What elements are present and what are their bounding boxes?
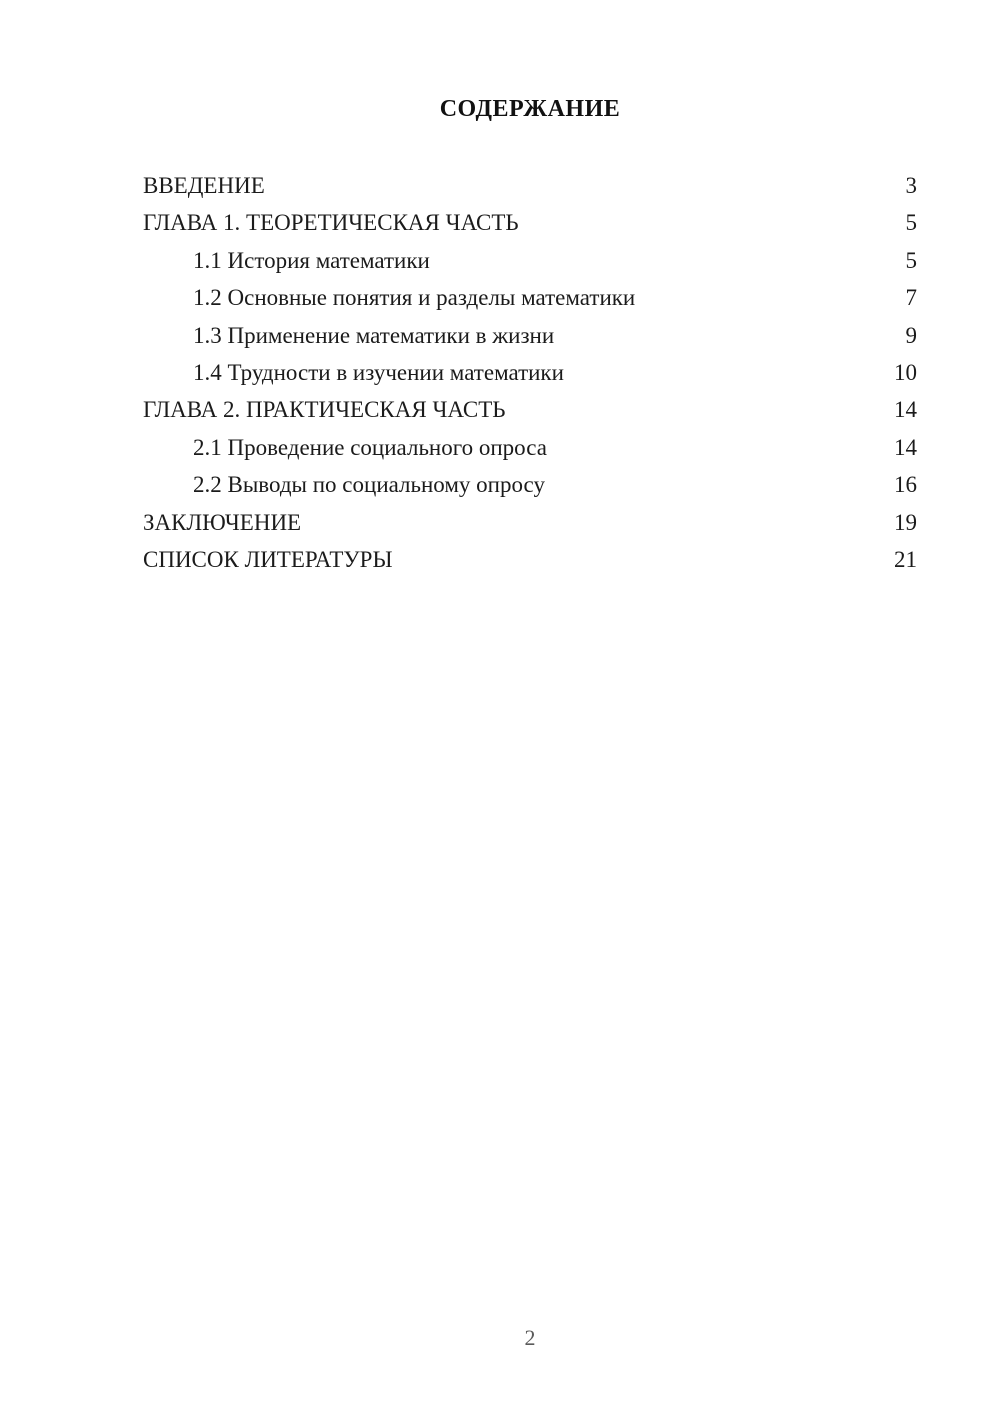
toc-entry-page-number: 14 — [894, 434, 917, 460]
toc-entry-label: 2.1 Проведение социального опроса — [193, 434, 547, 460]
toc-entry — [143, 541, 917, 578]
toc-entry — [143, 167, 917, 204]
toc-entry-page-number: 7 — [905, 285, 917, 311]
toc-entry-page-number: 5 — [905, 210, 917, 236]
toc-entry-page-number: 10 — [894, 360, 917, 386]
toc-entry — [143, 429, 917, 466]
toc-entry — [143, 279, 917, 316]
toc-entry-page-number: 9 — [905, 322, 917, 348]
toc-entry-label: ГЛАВА 1. ТЕОРЕТИЧЕСКАЯ ЧАСТЬ — [143, 210, 519, 236]
toc-entry-page-number: 19 — [894, 509, 917, 535]
toc-entry-label: ГЛАВА 2. ПРАКТИЧЕСКАЯ ЧАСТЬ — [143, 397, 506, 423]
toc-entry-page-number: 16 — [894, 472, 917, 498]
toc-entry-label: СПИСОК ЛИТЕРАТУРЫ — [143, 547, 393, 573]
toc-list — [143, 167, 917, 578]
toc-entry-page-number: 21 — [894, 547, 917, 573]
toc-entry-page-number: 3 — [905, 173, 917, 198]
toc-entry — [143, 391, 917, 428]
toc-entry-label: ВВЕДЕНИЕ — [143, 173, 265, 198]
toc-entry — [143, 504, 917, 541]
toc-entry — [143, 204, 917, 241]
toc-entry-label: 1.4 Трудности в изучении математики — [193, 360, 564, 386]
toc-title: СОДЕРЖАНИЕ — [439, 96, 621, 122]
toc-entry-page-number: 5 — [905, 247, 917, 273]
toc-entry-label: ЗАКЛЮЧЕНИЕ — [143, 509, 302, 535]
toc-entry — [143, 354, 917, 391]
toc-entry — [143, 317, 917, 354]
toc-entry-label: 1.1 История математики — [193, 247, 430, 273]
toc-entry — [143, 466, 917, 503]
toc-entry-label: 1.3 Применение математики в жизни — [193, 322, 555, 348]
toc-entry — [143, 242, 917, 279]
toc-entry-label: 1.2 Основные понятия и разделы математики — [193, 285, 636, 311]
toc-entry-page-number: 14 — [894, 397, 917, 423]
toc-entry-label: 2.2 Выводы по социальному опросу — [193, 472, 545, 498]
page-number-footer: 2 — [524, 1325, 536, 1350]
